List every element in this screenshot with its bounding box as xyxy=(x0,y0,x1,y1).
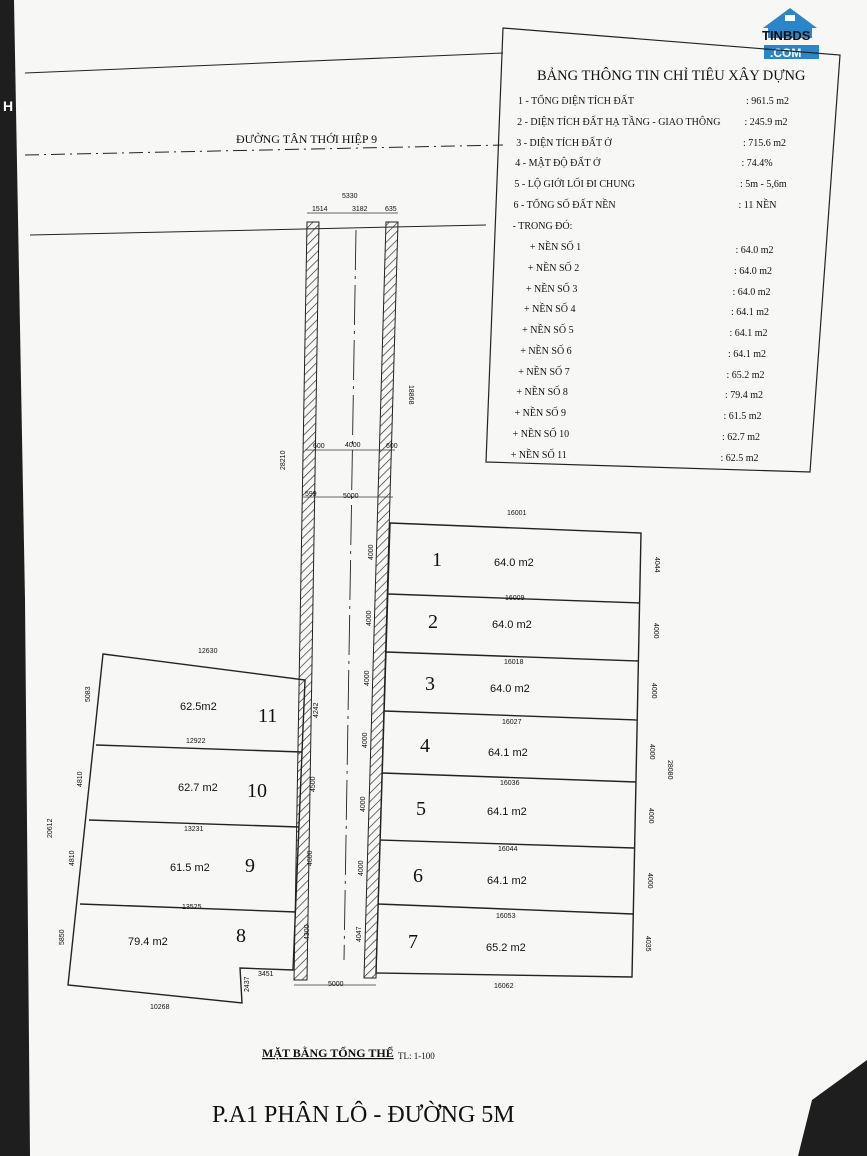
info-row-value: : 245.9 m2 xyxy=(744,117,788,128)
street-name: ĐƯỜNG TÂN THỚI HIỆP 9 xyxy=(236,132,378,146)
dimension-label: 4000 xyxy=(366,610,373,626)
big-title: P.A1 PHÂN LÔ - ĐƯỜNG 5M xyxy=(212,1102,515,1128)
info-row-value: : 74.4% xyxy=(741,158,773,169)
dimension-label: 28080 xyxy=(666,760,673,780)
info-row-value: : 64.0 m2 xyxy=(734,266,773,277)
info-row-value: : 61.5 m2 xyxy=(723,411,762,422)
lot-number: 10 xyxy=(247,780,267,802)
dimension-label: 4035 xyxy=(644,936,651,952)
info-row-value: : 64.1 m2 xyxy=(728,349,767,360)
info-row-value: : 64.0 m2 xyxy=(732,287,771,298)
info-row-value: : 64.1 m2 xyxy=(729,328,768,339)
dimension-label: 5000 xyxy=(343,493,359,500)
dimension-label: 4000 xyxy=(368,544,375,560)
dimension-label: 4000 xyxy=(648,744,655,760)
dimension-label: 1514 xyxy=(312,206,328,213)
lot-area: 79.4 m2 xyxy=(128,936,168,948)
dimension-label: 4000 xyxy=(364,670,371,686)
info-row-label: + NỀN SỐ 11 xyxy=(510,450,567,461)
dimension-label: 4047 xyxy=(356,926,363,942)
info-row-value: : 65.2 m2 xyxy=(726,370,765,381)
info-row-label: + NỀN SỐ 3 xyxy=(525,284,578,295)
info-row-label: 4 - MẬT ĐỘ ĐẤT Ở xyxy=(515,158,601,169)
info-row-label: 2 - DIỆN TÍCH ĐẤT HẠ TẦNG - GIAO THÔNG xyxy=(517,117,721,128)
dimension-label: 5330 xyxy=(342,193,358,200)
dimension-label: 4000 xyxy=(345,442,361,449)
dimension-label: 4600 xyxy=(307,850,314,866)
dimension-label: 599 xyxy=(305,491,317,498)
dimension-label: 600 xyxy=(386,443,398,450)
lot-number: 7 xyxy=(408,931,418,953)
dimension-label: 16018 xyxy=(504,659,524,666)
lot-number: 8 xyxy=(236,925,246,947)
info-row-value: : 62.7 m2 xyxy=(722,432,761,443)
info-row-label: + NỀN SỐ 5 xyxy=(522,325,574,336)
info-row-label: + NỀN SỐ 8 xyxy=(516,387,568,398)
info-row-label: + NỀN SỐ 1 xyxy=(529,242,582,253)
dimension-label: 3451 xyxy=(258,971,274,978)
dimension-label: 4000 xyxy=(358,860,365,876)
lot-area: 62.7 m2 xyxy=(178,782,218,794)
dimension-label: 4810 xyxy=(77,771,84,787)
dimension-label: 4000 xyxy=(360,796,367,812)
dimension-label: 16009 xyxy=(505,595,525,602)
dimension-label: 4810 xyxy=(69,850,76,866)
info-row-label: 1 - TỔNG DIỆN TÍCH ĐẤT xyxy=(518,96,635,107)
lot-number: 1 xyxy=(432,549,442,571)
info-row-value: : 64.1 m2 xyxy=(731,307,770,318)
dimension-label: 4000 xyxy=(646,873,653,889)
dimension-label: 600 xyxy=(313,443,325,450)
lot-area: 64.0 m2 xyxy=(494,557,534,569)
info-row-value: : 961.5 m2 xyxy=(746,96,790,107)
lot-number: 11 xyxy=(258,705,278,727)
info-row-label: + NỀN SỐ 4 xyxy=(524,304,576,315)
dimension-label: 635 xyxy=(385,206,397,213)
info-row-value: : 5m - 5,6m xyxy=(740,179,787,190)
dimension-label: 16062 xyxy=(494,983,514,990)
paper-sheet xyxy=(14,0,867,1156)
plan-label: MẶT BẰNG TỔNG THỂ xyxy=(262,1046,394,1060)
dimension-label: 16053 xyxy=(496,913,516,920)
lot-number: 3 xyxy=(425,673,435,695)
lot-area: 62.5m2 xyxy=(180,701,217,713)
info-row-value: : 11 NỀN xyxy=(738,200,777,211)
dimension-label: 4044 xyxy=(653,557,660,573)
dimension-label: 4000 xyxy=(362,732,369,748)
dimension-label: 3182 xyxy=(352,206,368,213)
lot-number: 4 xyxy=(420,735,430,757)
dimension-label: 12922 xyxy=(186,738,206,745)
info-row-label: 6 - TỔNG SỐ ĐẤT NỀN xyxy=(513,200,616,211)
dimension-label: 4300 xyxy=(304,924,311,940)
dimension-label: 4000 xyxy=(650,683,657,699)
info-row-value: : 79.4 m2 xyxy=(725,390,764,401)
dimension-label: 4000 xyxy=(647,808,654,824)
lot-number: 9 xyxy=(245,855,255,877)
dimension-label: 5000 xyxy=(328,981,344,988)
edge-letter: H xyxy=(3,98,14,114)
lot-area: 64.0 m2 xyxy=(492,619,532,631)
info-row-label: + NỀN SỐ 10 xyxy=(512,429,570,440)
logo-text-2: .COM xyxy=(770,46,802,60)
logo-text-1: TINBDS xyxy=(762,28,811,43)
lot-number: 2 xyxy=(428,611,438,633)
dimension-label: 13231 xyxy=(184,826,204,833)
info-row-label: 3 - DIỆN TÍCH ĐẤT Ở xyxy=(516,138,612,149)
lot-area: 65.2 m2 xyxy=(486,942,526,954)
dimension-label: 5850 xyxy=(59,929,66,945)
lot-area: 64.1 m2 xyxy=(487,875,527,887)
info-table-title: BẢNG THÔNG TIN CHỈ TIÊU XÂY DỰNG xyxy=(537,68,806,84)
dimension-label: 16027 xyxy=(502,719,522,726)
lot-area: 64.1 m2 xyxy=(487,806,527,818)
info-row-label: + NỀN SỐ 2 xyxy=(527,263,580,274)
dimension-label: 10268 xyxy=(150,1004,170,1011)
dimension-label: 18868 xyxy=(407,385,414,405)
lot-number: 5 xyxy=(416,798,426,820)
dimension-label: 13525 xyxy=(182,904,202,911)
info-row-label: 5 - LỘ GIỚI LỐI ĐI CHUNG xyxy=(514,179,635,190)
dimension-label: 5083 xyxy=(85,686,92,702)
info-row-label: + NỀN SỐ 7 xyxy=(518,367,570,378)
info-row-value: : 62.5 m2 xyxy=(720,453,759,464)
info-row-label: + NỀN SỐ 6 xyxy=(520,346,572,357)
info-row-label: - TRONG ĐÓ: xyxy=(512,221,573,232)
lot-number: 6 xyxy=(413,865,423,887)
lot-area: 61.5 m2 xyxy=(170,862,210,874)
dimension-label: 4242 xyxy=(313,702,320,718)
dimension-label: 16036 xyxy=(500,780,520,787)
lot-area: 64.1 m2 xyxy=(488,747,528,759)
dimension-label: 2437 xyxy=(244,976,251,992)
info-row-label: + NỀN SỐ 9 xyxy=(514,408,566,419)
dimension-label: 20612 xyxy=(47,818,54,838)
dimension-label: 4000 xyxy=(652,623,659,639)
info-row-value: : 64.0 m2 xyxy=(735,245,774,256)
dimension-label: 16001 xyxy=(507,510,527,517)
info-row-value: : 715.6 m2 xyxy=(743,138,787,149)
dimension-label: 4500 xyxy=(310,776,317,792)
lot-area: 64.0 m2 xyxy=(490,683,530,695)
plan-scale: TL: 1-100 xyxy=(398,1051,435,1061)
dimension-label: 12630 xyxy=(198,648,218,655)
dimension-label: 28210 xyxy=(280,450,287,470)
dimension-label: 16044 xyxy=(498,846,518,853)
